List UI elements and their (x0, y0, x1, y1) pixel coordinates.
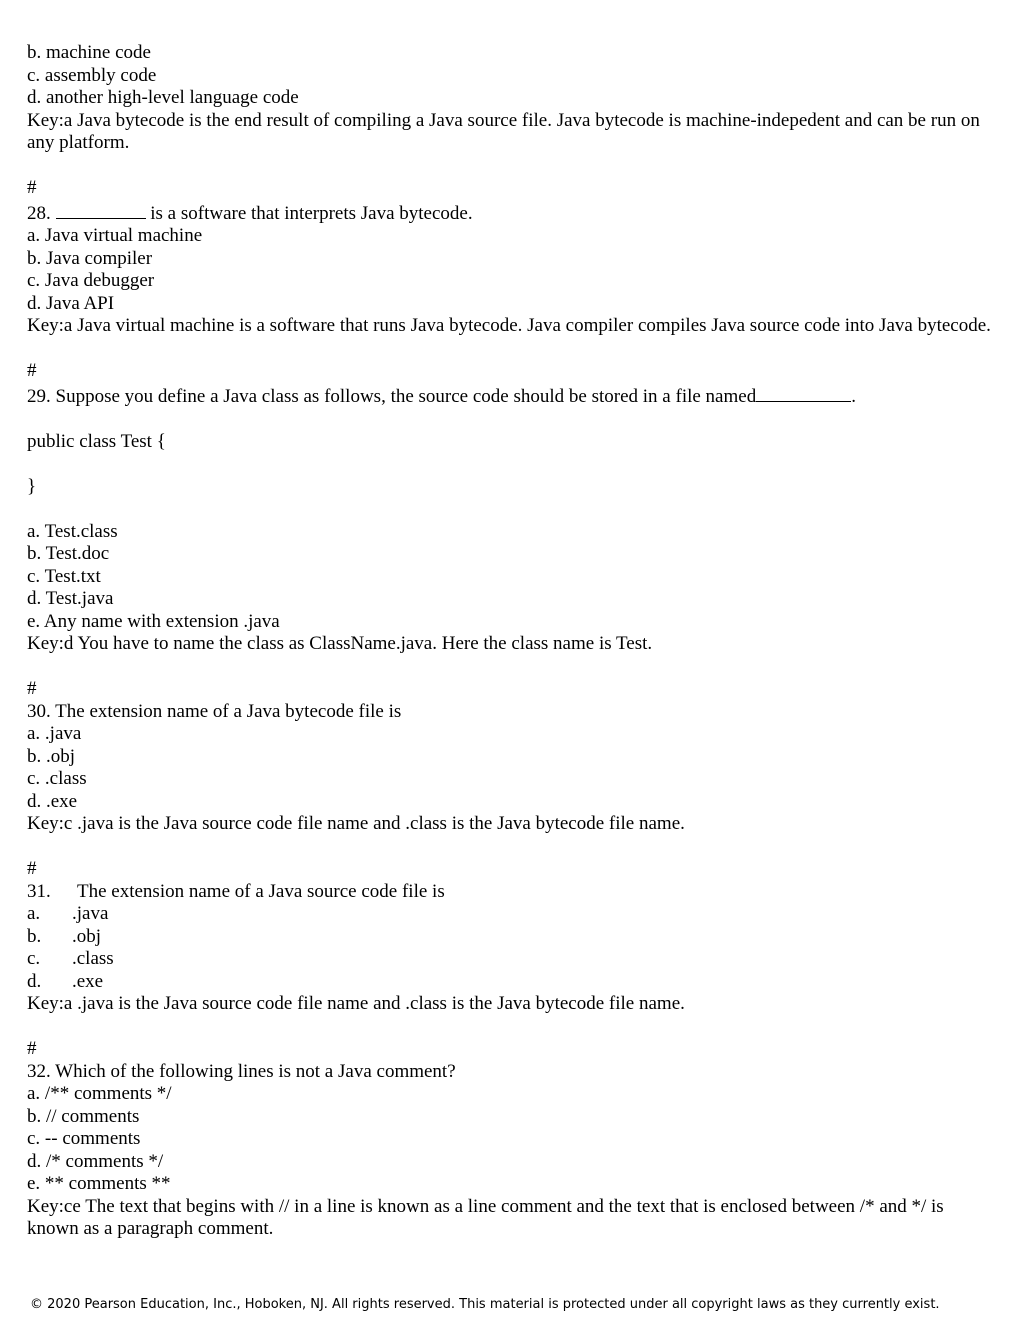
option-letter: a. (27, 903, 41, 924)
question-number: 31. (27, 880, 51, 902)
option-e: e. Any name with extension .java (27, 610, 280, 632)
option-c: c. Test.txt (27, 565, 101, 587)
question-27 (27, 42, 997, 155)
option-d: d. Test.java (27, 588, 114, 609)
answer-key: Key:c .java is the Java source code file name and .class is the Java bytecode file name. (27, 813, 685, 834)
option-b: b. Java compiler (27, 247, 153, 269)
option-b: b. machine code (27, 42, 151, 63)
question-32 (27, 1038, 997, 1241)
question-text: The extension name of a Java source code file is (77, 880, 445, 902)
question-text: is a software that interprets Java bytecode. (145, 202, 473, 224)
option-text: .class (72, 948, 114, 969)
option-c (27, 948, 997, 971)
option-letter: d. (27, 970, 42, 992)
question-stem (27, 200, 997, 226)
option-d: d. /* comments */ (27, 1150, 164, 1172)
question-text-end: . (851, 385, 856, 407)
option-text: .exe (72, 970, 104, 992)
option-a: a. /** comments */ (27, 1083, 172, 1104)
option-c: c. .class (27, 768, 87, 789)
fill-in-blank (56, 200, 146, 219)
question-29 (27, 360, 997, 656)
question-28 (27, 177, 997, 338)
option-b: b. .obj (27, 745, 76, 767)
fill-in-blank (756, 383, 851, 402)
option-c: c. Java debugger (27, 270, 155, 291)
answer-key: Key:d You have to name the class as ClassName.java. Here the class name is Test. (27, 633, 653, 654)
answer-key: Key:a .java is the Java source code file name and .class is the Java bytecode file name. (27, 993, 685, 1014)
question-separator: # (27, 1038, 37, 1059)
document-page (27, 42, 997, 1241)
question-number: 28. (27, 202, 51, 224)
option-text: .java (72, 903, 109, 924)
answer-key: Key:a Java virtual machine is a software that runs Java bytecode. Java compiler compiles Java source code into Java bytecode. (27, 315, 991, 336)
option-c: c. -- comments (27, 1128, 141, 1149)
question-separator: # (27, 858, 37, 879)
option-letter: c. (27, 948, 41, 969)
option-a (27, 903, 997, 926)
code-line: public class Test { (27, 430, 166, 452)
option-letter: b. (27, 925, 42, 947)
question-30 (27, 678, 997, 836)
option-a: a. .java (27, 723, 82, 744)
question-stem (27, 881, 997, 904)
question-stem: 32. Which of the following lines is not a Java comment? (27, 1060, 456, 1082)
option-b: b. Test.doc (27, 543, 110, 564)
answer-key: Key:ce The text that begins with // in a line is known as a line comment and the text that is enclosed between /* and */ is known as a paragraph comment. (27, 1195, 949, 1239)
option-a: a. Test.class (27, 520, 118, 542)
question-separator: # (27, 678, 37, 699)
question-text: 29. Suppose you define a Java class as follows, the source code should be stored in a file named (27, 385, 757, 407)
question-separator: # (27, 177, 37, 198)
option-text: .obj (72, 925, 102, 947)
question-31 (27, 858, 997, 1016)
option-d: d. .exe (27, 790, 78, 812)
option-b (27, 926, 997, 949)
question-separator: # (27, 360, 37, 381)
question-stem (27, 383, 997, 409)
option-c: c. assembly code (27, 64, 157, 86)
option-b: b. // comments (27, 1105, 140, 1127)
option-d (27, 971, 997, 994)
copyright-footer: © 2020 Pearson Education, Inc., Hoboken, NJ. All rights reserved. This material is protected under all copyright laws as they currently exist. (30, 1297, 940, 1312)
code-line: } (27, 475, 37, 497)
option-d: d. Java API (27, 292, 115, 314)
question-stem: 30. The extension name of a Java bytecode file is (27, 700, 402, 722)
answer-key: Key:a Java bytecode is the end result of compiling a Java source file. Java bytecode is machine-indepedent and can be run on any platform. (27, 109, 985, 153)
option-e: e. ** comments ** (27, 1173, 171, 1194)
option-a: a. Java virtual machine (27, 225, 203, 246)
option-d: d. another high-level language code (27, 87, 299, 108)
